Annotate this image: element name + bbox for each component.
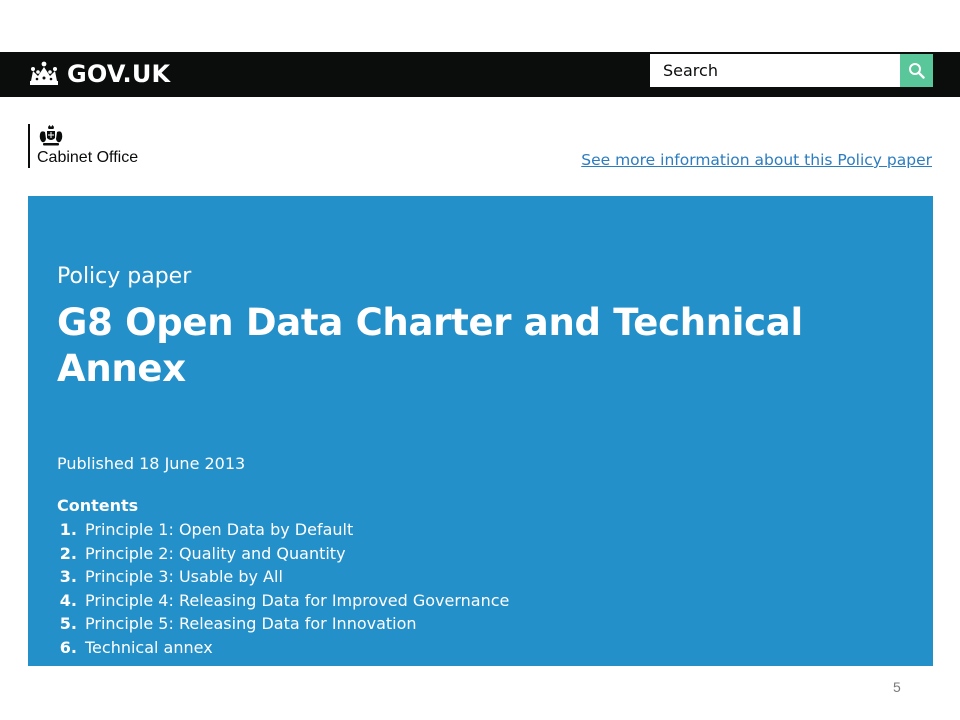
search-button[interactable]	[900, 54, 933, 87]
royal-coat-of-arms-icon	[37, 125, 65, 147]
contents-item-number: 2.	[59, 543, 77, 563]
contents-link[interactable]: Principle 4: Releasing Data for Improved Governance	[85, 590, 510, 610]
contents-item[interactable]	[57, 518, 509, 542]
crown-icon	[28, 61, 60, 87]
contents-item-number: 6.	[59, 637, 77, 657]
contents-link[interactable]: Principle 3: Usable by All	[85, 567, 283, 587]
contents-heading: Contents	[57, 496, 139, 515]
search-input[interactable]	[650, 54, 900, 87]
contents-link[interactable]: Principle 2: Quality and Quantity	[85, 543, 346, 563]
contents-item-number: 5.	[59, 614, 77, 634]
govuk-logo-link[interactable]	[28, 58, 170, 90]
slide-number: 5	[893, 679, 901, 695]
contents-item[interactable]	[57, 612, 509, 636]
contents-link[interactable]: Principle 1: Open Data by Default	[85, 520, 354, 539]
logo-text: GOV.UK	[67, 60, 171, 88]
contents-link[interactable]: Technical annex	[85, 637, 213, 657]
document-header-panel	[28, 196, 933, 666]
document-type: Policy paper	[57, 264, 192, 289]
organisation-name: Cabinet Office	[37, 149, 139, 166]
more-information-link[interactable]: See more information about this Policy paper	[581, 151, 932, 169]
contents-item[interactable]	[57, 542, 509, 566]
contents-list	[57, 518, 509, 660]
contents-link[interactable]: Principle 5: Releasing Data for Innovation	[85, 614, 417, 634]
contents-item-number: 4.	[59, 590, 77, 610]
govuk-header	[0, 52, 960, 97]
search-icon	[908, 62, 925, 79]
page-title: G8 Open Data Charter and Technical Annex	[57, 301, 803, 390]
published-date: Published 18 June 2013	[57, 454, 246, 473]
contents-item[interactable]	[57, 636, 509, 660]
contents-item-number: 1.	[59, 520, 77, 539]
contents-item[interactable]	[57, 565, 509, 589]
contents-item[interactable]	[57, 589, 509, 613]
organisation-logo[interactable]	[28, 124, 138, 168]
contents-item-number: 3.	[59, 567, 77, 587]
